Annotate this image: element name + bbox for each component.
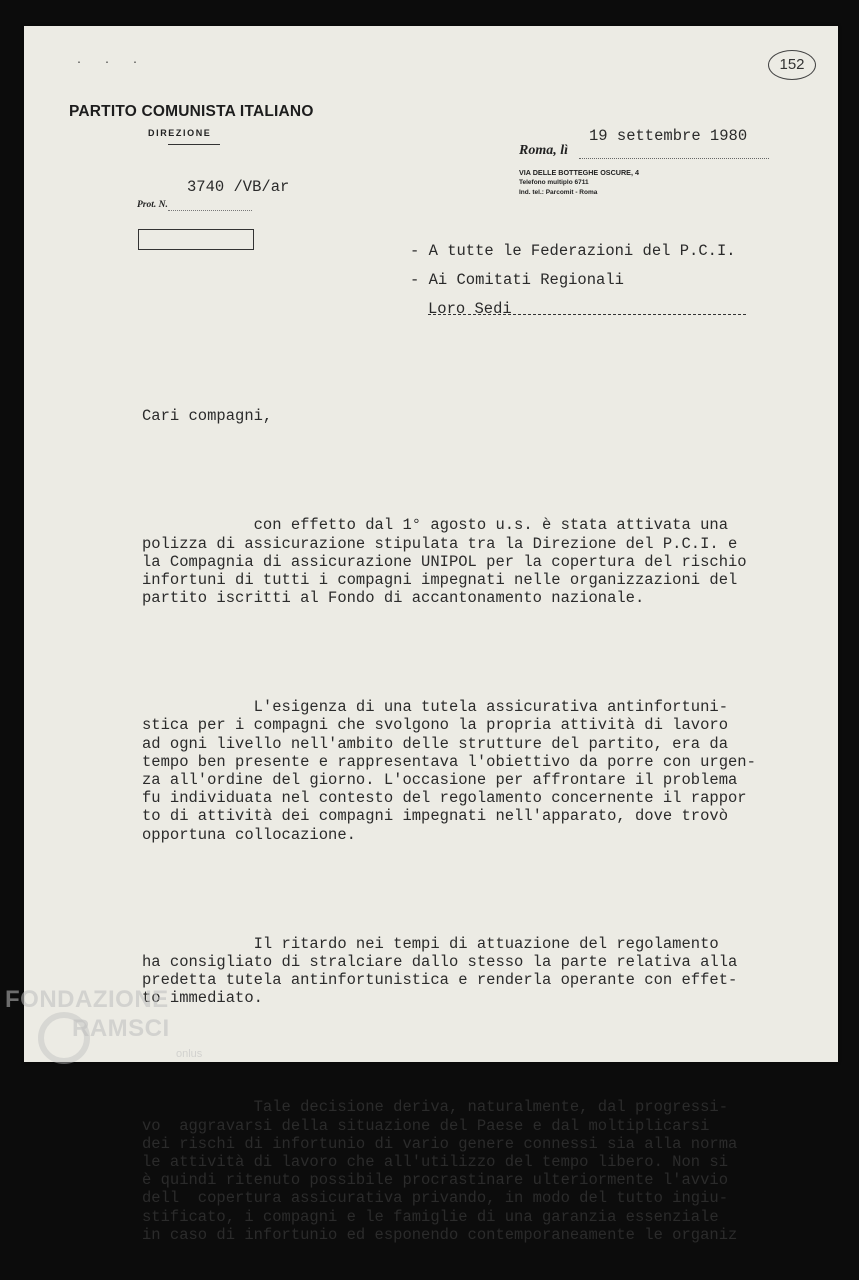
paragraph-1: con effetto dal 1° agosto u.s. è stata attivata una polizza di assicurazione stipulata tra la Direzione del P.C.I. e la Compagnia di assicurazione UNIPOL per la copertura del rischio infortuni di tutti i compagni impegnati nelle organizzazioni del partito iscritti al Fondo di accantonamento nazionale. bbox=[142, 516, 747, 608]
letter-body bbox=[142, 371, 832, 1280]
protocol-label: Prot. N. bbox=[137, 200, 168, 210]
paragraph-4: Tale decisione deriva, naturalmente, dal progressi- vo aggravarsi della situazione del Paese e dal moltiplicarsi dei rischi di infortunio di vario genere connessi sia alla norma le attività di lavoro che all'utilizzo del tempo libero. Non si è quindi ritenuto possibile procrastinare ulteriormente l'avvio dell copertura assicurativa privando, in modo del tutto ingiu- stificato, i compagni e le famiglie di una garanzia essenziale in caso di infortunio ed esponendo contemporaneamente le organiz bbox=[142, 1098, 738, 1244]
place-label: Roma, lì bbox=[519, 143, 569, 158]
recipient-federazioni: - A tutte le Federazioni del P.C.I. bbox=[410, 242, 736, 260]
salutation: Cari compagni, bbox=[142, 407, 273, 426]
empty-box bbox=[138, 229, 254, 250]
corner-dots: . . . bbox=[76, 56, 147, 67]
watermark-fondazione: FONDAZIONE bbox=[5, 986, 169, 1013]
watermark-onlus: onlus bbox=[176, 1048, 203, 1060]
protocol-number: 3740 /VB/ar bbox=[187, 178, 290, 196]
protocol-dotted-line bbox=[168, 210, 252, 211]
page-number-stamp: 152 bbox=[768, 50, 816, 80]
letter-page bbox=[24, 26, 838, 1244]
paragraph-2: L'esigenza di una tutela assicurativa antinfortuni- stica per i compagni che svolgono la propria attività di lavoro ad ogni livello nell'ambito delle strutture del partito, era da tempo ben presente e rappresentava l'obiettivo da porre con urgen- za all'ordine del giorno. L'occasione per affrontare il problema fu individuata nel contesto del regolamento concernente il rappor to di attività dei compagni impegnati nell'apparato, dove trovò opportuna collocazione. bbox=[142, 698, 756, 844]
paragraph-3: Il ritardo nei tempi di attuazione del regolamento ha consigliato di stralciare dallo stesso la parte relativa alla predetta tutela antinfortunistica e renderla operante con effet- to immediato. bbox=[142, 934, 738, 1008]
letter-date: 19 settembre 1980 bbox=[589, 127, 748, 145]
party-name: PARTITO COMUNISTA ITALIANO bbox=[69, 103, 314, 120]
recipient-comitati: - Ai Comitati Regionali bbox=[410, 271, 624, 289]
direzione-label: DIREZIONE bbox=[148, 128, 212, 138]
recipient-underline bbox=[428, 314, 746, 315]
address-line: VIA DELLE BOTTEGHE OSCURE, 4 bbox=[519, 168, 639, 177]
phone-line: Telefono multiplo 6711 bbox=[519, 179, 589, 186]
direzione-underline bbox=[168, 144, 220, 145]
watermark-gramsci: RAMSCI bbox=[72, 1015, 170, 1042]
telegraph-line: Ind. tel.: Parcomit - Roma bbox=[519, 189, 598, 196]
recipient-loro-sedi: Loro Sedi bbox=[428, 300, 512, 318]
date-dotted-line bbox=[579, 158, 769, 159]
